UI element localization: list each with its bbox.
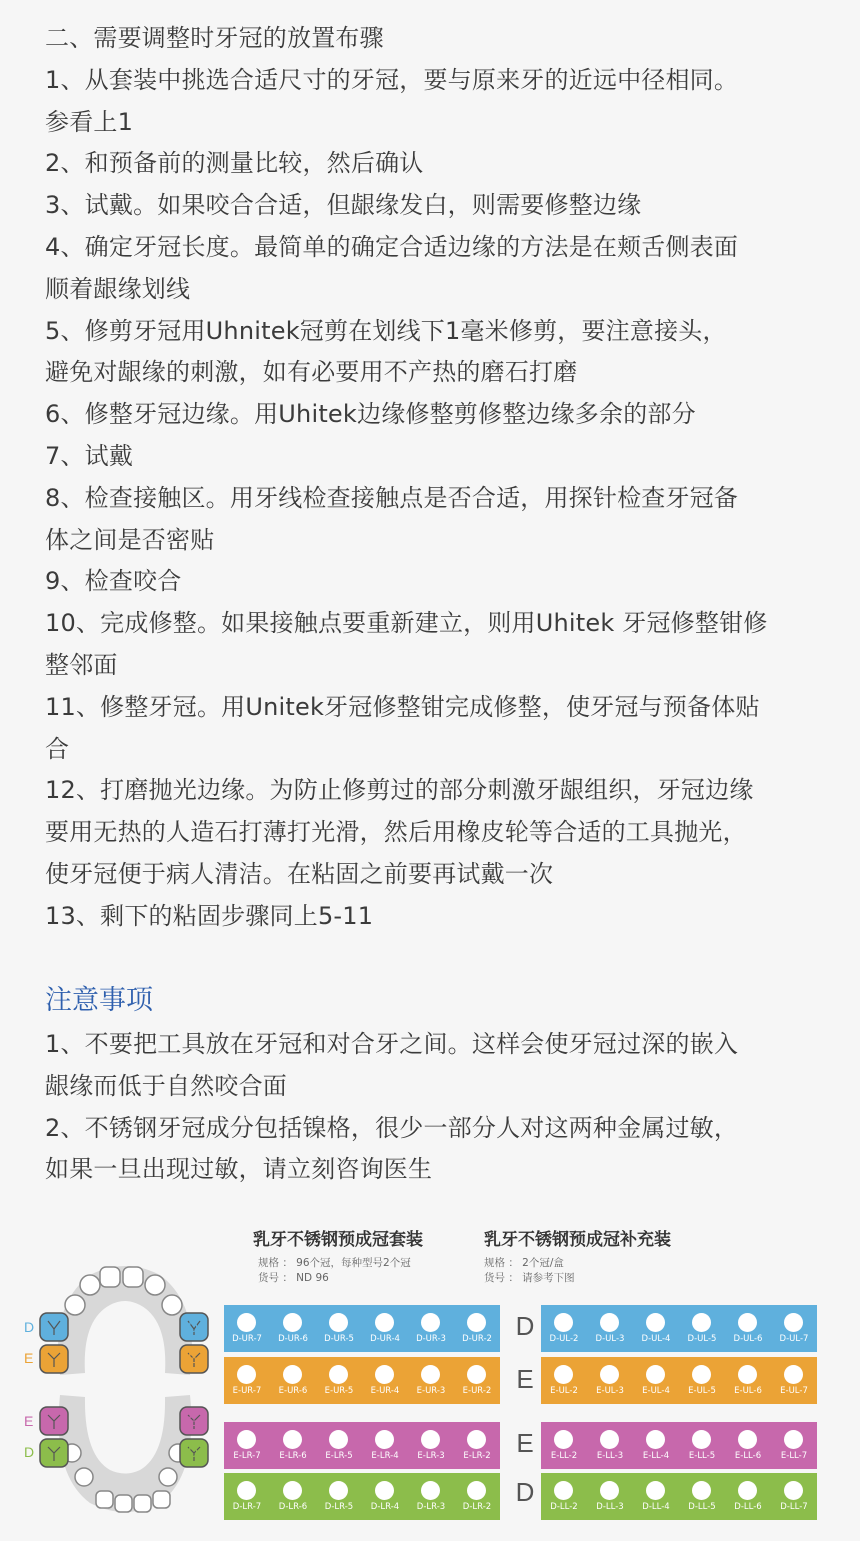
crown-size-label: E-LL-6 [734, 1451, 762, 1461]
crown-size-label: E-LL-7 [780, 1451, 808, 1461]
crown-size-label: E-UR-4 [370, 1386, 400, 1396]
crown-dot [554, 1481, 573, 1500]
step-line: 6、修整牙冠边缘。用Uhitek边缘修整剪修整边缘多余的部分 [45, 400, 696, 429]
crown-size-cell [725, 1473, 771, 1520]
refill-spec: 规格 ： 2个冠/盒 [484, 1257, 564, 1269]
crown-size-cell [633, 1422, 679, 1469]
crown-size-cell [362, 1357, 408, 1404]
crown-size-cell [362, 1305, 408, 1352]
row-letter-d-upper: D [515, 1311, 535, 1341]
crown-size-cell [224, 1422, 270, 1469]
crown-size-label: E-UL-7 [780, 1386, 808, 1396]
crown-dot [283, 1430, 302, 1449]
step-line: 3、试戴。如果咬合合适，但龈缘发白，则需要修整边缘 [45, 191, 642, 220]
crown-size-cell [679, 1357, 725, 1404]
crown-dot [600, 1365, 619, 1384]
crown-dot [738, 1313, 757, 1332]
crown-size-cell [408, 1357, 454, 1404]
step-line: 4、确定牙冠长度。最简单的确定合适边缘的方法是在颊舌侧表面 [45, 232, 739, 261]
step-line: 参看上1 [45, 107, 134, 136]
crown-size-label: E-LL-5 [688, 1451, 716, 1461]
side-letter-d-lower-left: D [24, 1444, 35, 1460]
set-spec: 规格 ： 96个冠，每种型号2个冠 [258, 1257, 411, 1269]
step-line: 体之间是否密贴 [45, 525, 215, 554]
crown-size-label: D-LL-6 [734, 1502, 762, 1512]
crown-size-label: E-UL-4 [642, 1386, 670, 1396]
crown-dot [283, 1481, 302, 1500]
crown-size-label: D-UL-7 [779, 1334, 809, 1344]
crown-dot [600, 1313, 619, 1332]
notes-heading: 注意事项 [45, 985, 153, 1016]
crown-dot [692, 1481, 711, 1500]
crown-size-cell [771, 1305, 817, 1352]
crown-row [224, 1357, 500, 1404]
crown-size-cell [224, 1305, 270, 1352]
crown-size-label: E-UL-6 [734, 1386, 762, 1396]
step-line: 2、和预备前的测量比较，然后确认 [45, 149, 424, 178]
crown-dot [554, 1430, 573, 1449]
crown-size-cell [408, 1305, 454, 1352]
note-line: 龈缘而低于自然咬合面 [45, 1071, 287, 1100]
crown-size-cell [725, 1357, 771, 1404]
crown-dot [329, 1313, 348, 1332]
crown-row [541, 1473, 817, 1520]
step-line: 5、修剪牙冠用Uhnitek冠剪在划线下1毫米修剪，要注意接头， [45, 316, 727, 345]
crown-dot [646, 1365, 665, 1384]
crown-size-label: E-UL-2 [550, 1386, 578, 1396]
crown-size-cell [633, 1473, 679, 1520]
side-letter-e-upper-left: E [24, 1350, 34, 1366]
crown-size-label: D-UL-3 [595, 1334, 625, 1344]
crown-dot [784, 1481, 803, 1500]
step-line: 13、剩下的粘固步骤同上5-11 [45, 901, 374, 930]
crown-size-label: E-LL-2 [550, 1451, 578, 1461]
crown-size-label: E-LR-5 [325, 1451, 353, 1461]
crown-dot [646, 1481, 665, 1500]
section-heading: 二、需要调整时牙冠的放置布骤 [45, 24, 384, 52]
crown-size-label: D-LR-4 [370, 1502, 400, 1512]
crown-dot [283, 1313, 302, 1332]
crown-dot [283, 1365, 302, 1384]
crown-kit-diagram [0, 1205, 860, 1541]
crown-size-label: D-LL-5 [688, 1502, 716, 1512]
step-line: 顺着龈缘划线 [45, 274, 191, 303]
step-line: 7、试戴 [45, 441, 134, 470]
crown-dot [329, 1430, 348, 1449]
crown-size-cell [679, 1422, 725, 1469]
side-letter-d-upper-right: D [188, 1319, 199, 1335]
dental-arch-illustration [20, 1245, 230, 1535]
crown-dot [646, 1430, 665, 1449]
step-line: 使牙冠便于病人清洁。在粘固之前要再试戴一次 [45, 859, 554, 888]
crown-size-label: D-UR-4 [370, 1334, 400, 1344]
crown-dot [421, 1313, 440, 1332]
crown-dot [467, 1430, 486, 1449]
crown-dot [692, 1365, 711, 1384]
crown-size-label: E-LL-4 [642, 1451, 670, 1461]
refill-code: 货号 ： 请参考下图 [484, 1272, 575, 1284]
crown-size-label: D-LR-6 [278, 1502, 308, 1512]
side-letter-e-lower-right: E [188, 1413, 198, 1429]
crown-dot [421, 1481, 440, 1500]
crown-size-cell [725, 1305, 771, 1352]
crown-dot [375, 1365, 394, 1384]
crown-dot [467, 1481, 486, 1500]
step-line: 11、修整牙冠。用Unitek牙冠修整钳完成修整，使牙冠与预备体贴 [45, 692, 760, 721]
row-letter-d-lower: D [515, 1477, 535, 1507]
crown-size-cell [270, 1305, 316, 1352]
crown-size-cell [771, 1422, 817, 1469]
crown-size-label: D-UR-2 [462, 1334, 492, 1344]
set-title: 乳牙不锈钢预成冠套装 [253, 1230, 423, 1250]
step-line: 整邻面 [45, 650, 118, 679]
crown-size-cell [454, 1357, 500, 1404]
crown-size-label: E-UR-7 [232, 1386, 262, 1396]
crown-size-cell [541, 1422, 587, 1469]
crown-size-label: D-UL-5 [687, 1334, 717, 1344]
refill-title: 乳牙不锈钢预成冠补充装 [484, 1230, 671, 1250]
crown-dot [467, 1313, 486, 1332]
step-line: 要用无热的人造石打薄打光滑，然后用橡皮轮等合适的工具抛光， [45, 818, 747, 847]
step-line: 8、检查接触区。用牙线检查接触点是否合适，用探针检查牙冠备 [45, 483, 739, 512]
procedure-steps [45, 18, 835, 938]
crown-size-label: D-LL-3 [596, 1502, 624, 1512]
set-panel [224, 1305, 500, 1520]
crown-size-cell [541, 1357, 587, 1404]
note-line: 2、不锈钢牙冠成分包括镍格，很少一部分人对这两种金属过敏， [45, 1113, 739, 1142]
crown-size-label: D-LR-5 [324, 1502, 354, 1512]
crown-size-label: D-UR-3 [416, 1334, 446, 1344]
crown-dot [692, 1430, 711, 1449]
crown-size-cell [316, 1422, 362, 1469]
crown-size-label: D-LR-2 [462, 1502, 492, 1512]
crown-size-cell [454, 1473, 500, 1520]
crown-size-label: D-LL-4 [642, 1502, 670, 1512]
crown-dot [329, 1365, 348, 1384]
crown-size-cell [408, 1473, 454, 1520]
crown-size-cell [408, 1422, 454, 1469]
refill-panel [541, 1305, 817, 1520]
crown-row [224, 1422, 500, 1469]
notes-list [45, 1024, 835, 1191]
crown-size-cell [725, 1422, 771, 1469]
crown-size-cell [224, 1357, 270, 1404]
crown-size-cell [362, 1473, 408, 1520]
crown-size-label: E-LR-2 [463, 1451, 491, 1461]
crown-size-label: D-LR-3 [416, 1502, 446, 1512]
crown-dot [554, 1365, 573, 1384]
crown-size-cell [679, 1473, 725, 1520]
crown-dot [467, 1365, 486, 1384]
crown-dot [237, 1481, 256, 1500]
crown-row [541, 1357, 817, 1404]
crown-size-cell [633, 1357, 679, 1404]
crown-size-cell [587, 1305, 633, 1352]
crown-size-cell [224, 1473, 270, 1520]
crown-dot [600, 1481, 619, 1500]
crown-size-cell [771, 1473, 817, 1520]
crown-size-cell [316, 1473, 362, 1520]
crown-size-cell [270, 1422, 316, 1469]
crown-dot [375, 1481, 394, 1500]
crown-size-cell [587, 1473, 633, 1520]
crown-size-label: E-LR-3 [417, 1451, 445, 1461]
crown-row [224, 1473, 500, 1520]
crown-size-cell [541, 1305, 587, 1352]
crown-dot [237, 1430, 256, 1449]
crown-size-label: E-UR-5 [324, 1386, 354, 1396]
crown-size-cell [587, 1357, 633, 1404]
step-line: 9、检查咬合 [45, 567, 182, 596]
crown-size-label: D-LR-7 [232, 1502, 262, 1512]
crown-row [541, 1305, 817, 1352]
crown-size-label: E-UR-2 [462, 1386, 492, 1396]
crown-dot [237, 1313, 256, 1332]
side-letter-e-upper-right: E [188, 1350, 198, 1366]
crown-dot [375, 1430, 394, 1449]
crown-dot [738, 1481, 757, 1500]
crown-size-cell [270, 1473, 316, 1520]
crown-size-cell [316, 1357, 362, 1404]
crown-size-label: E-LL-3 [596, 1451, 624, 1461]
crown-dot [600, 1430, 619, 1449]
crown-size-label: D-UR-7 [232, 1334, 262, 1344]
crown-size-label: D-UL-4 [641, 1334, 671, 1344]
crown-dot [692, 1313, 711, 1332]
crown-size-label: E-UR-3 [416, 1386, 446, 1396]
side-letter-d-upper-left: D [24, 1319, 35, 1335]
crown-size-cell [362, 1422, 408, 1469]
crown-dot [784, 1313, 803, 1332]
side-letter-e-lower-left: E [24, 1413, 34, 1429]
crown-dot [784, 1365, 803, 1384]
crown-dot [738, 1365, 757, 1384]
crown-size-cell [771, 1357, 817, 1404]
set-code: 货号 ： ND 96 [258, 1272, 329, 1284]
crown-size-label: D-LL-7 [780, 1502, 808, 1512]
crown-size-label: E-UL-5 [688, 1386, 716, 1396]
row-letter-e-lower: E [516, 1428, 534, 1458]
crown-size-cell [679, 1305, 725, 1352]
crown-size-cell [633, 1305, 679, 1352]
crown-size-cell [541, 1473, 587, 1520]
step-line: 10、完成修整。如果接触点要重新建立，则用Uhitek 牙冠修整钳修 [45, 609, 768, 638]
crown-dot [237, 1365, 256, 1384]
crown-size-label: D-LL-2 [550, 1502, 578, 1512]
crown-dot [375, 1313, 394, 1332]
note-line: 如果一旦出现过敏，请立刻咨询医生 [45, 1155, 433, 1184]
crown-size-label: E-UR-6 [278, 1386, 308, 1396]
crown-size-cell [454, 1305, 500, 1352]
crown-dot [646, 1313, 665, 1332]
step-line: 避免对龈缘的刺激，如有必要用不产热的磨石打磨 [45, 358, 578, 387]
crown-size-label: E-LR-6 [279, 1451, 307, 1461]
crown-size-label: E-UL-3 [596, 1386, 624, 1396]
crown-size-label: D-UL-6 [733, 1334, 763, 1344]
step-line: 合 [45, 734, 70, 763]
crown-row [224, 1305, 500, 1352]
step-line: 12、打磨抛光边缘。为防止修剪过的部分刺激牙龈组织，牙冠边缘 [45, 776, 754, 805]
crown-size-label: D-UL-2 [549, 1334, 579, 1344]
crown-size-cell [454, 1422, 500, 1469]
crown-size-cell [316, 1305, 362, 1352]
tooth-d-upper-left [40, 1313, 68, 1341]
crown-size-cell [587, 1422, 633, 1469]
crown-dot [421, 1365, 440, 1384]
crown-row [541, 1422, 817, 1469]
crown-dot [329, 1481, 348, 1500]
crown-size-label: D-UR-6 [278, 1334, 308, 1344]
crown-dot [784, 1430, 803, 1449]
crown-dot [738, 1430, 757, 1449]
side-letter-d-lower-right: D [188, 1444, 199, 1460]
crown-size-label: D-UR-5 [324, 1334, 354, 1344]
crown-dot [554, 1313, 573, 1332]
crown-size-label: E-LR-7 [233, 1451, 261, 1461]
crown-size-cell [270, 1357, 316, 1404]
note-line: 1、不要把工具放在牙冠和对合牙之间。这样会使牙冠过深的嵌入 [45, 1030, 739, 1058]
step-line: 1、从套装中挑选合适尺寸的牙冠，要与原来牙的近远中径相同。 [45, 65, 739, 94]
row-letter-e-upper: E [516, 1364, 534, 1394]
crown-size-label: E-LR-4 [371, 1451, 399, 1461]
crown-dot [421, 1430, 440, 1449]
